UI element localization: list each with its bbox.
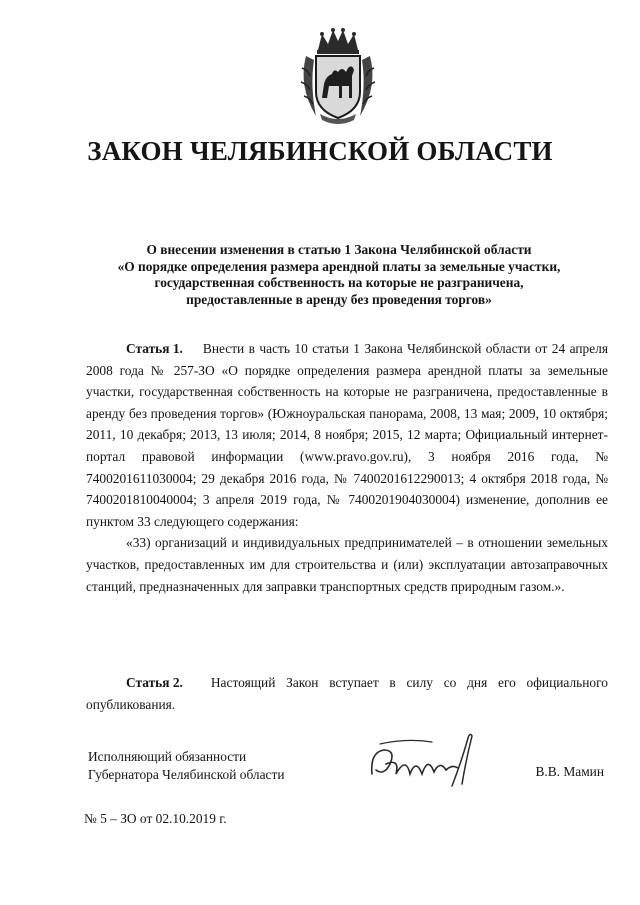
coat-of-arms-icon bbox=[296, 26, 380, 124]
article-2-paragraph bbox=[86, 672, 608, 715]
subtitle-line: государственная собственность на которые не разграничена, bbox=[154, 275, 524, 290]
document-title: ЗАКОН ЧЕЛЯБИНСКОЙ ОБЛАСТИ bbox=[87, 136, 553, 166]
subtitle-line: «О порядке определения размера арендной платы за земельные участки, bbox=[117, 258, 561, 274]
article-2 bbox=[86, 672, 608, 715]
article-2-label: Статья 2. bbox=[126, 675, 183, 690]
article-1-text: Внести в часть 10 статьи 1 Закона Челябинской области от 24 апреля 2008 года № 257-ЗО «О порядке определения размера арендной платы за земельные участки, государственная собственность на которые не разграничена, предоставленные в аренду без проведения торгов» (Южноуральская панорама, 2008, 13 мая; 2009, 10 октября; 2011, 10 декабря; 2013, 13 июля; 2014, 8 ноября; 2015, 12 марта; Официальный интернет-портал правовой информации (www.pravo.gov.ru), 3 ноября 2016 года, № 7400201611030004; 29 декабря 2016 года, № 7400201612290013; 4 октября 2018 года, № 7400201810040004; 3 апреля 2019 года, № 7400201904030004) изменение, дополнив ее пунктом 33 следующего содержания: bbox=[86, 341, 608, 529]
signatory-position bbox=[88, 748, 285, 783]
subtitle-line: О внесении изменения в статью 1 Закона Челябинской области bbox=[146, 242, 532, 257]
article-2-text: Настоящий Закон вступает в силу со дня его официального опубликования. bbox=[86, 675, 608, 712]
article-1-quote: «33) организаций и индивидуальных предпринимателей – в отношении земельных участков, предоставленных им для строительства и (или) эксплуатации автозаправочных станций, предназначенных для заправки транспортных средств природным газом.». bbox=[86, 535, 608, 594]
article-1-paragraph bbox=[86, 338, 608, 532]
position-line: Губернатора Челябинской области bbox=[88, 766, 285, 782]
article-1 bbox=[86, 338, 608, 597]
handwritten-signature bbox=[366, 730, 484, 790]
document-number: № 5 – ЗО от 02.10.2019 г. bbox=[84, 811, 227, 826]
article-1-label: Статья 1. bbox=[126, 341, 183, 356]
signatory-name: В.В. Мамин bbox=[535, 764, 604, 779]
document-subtitle bbox=[70, 242, 608, 308]
position-line: Исполняющий обязанности bbox=[88, 749, 247, 764]
subtitle-line: предоставленные в аренду без проведения торгов» bbox=[186, 291, 492, 307]
